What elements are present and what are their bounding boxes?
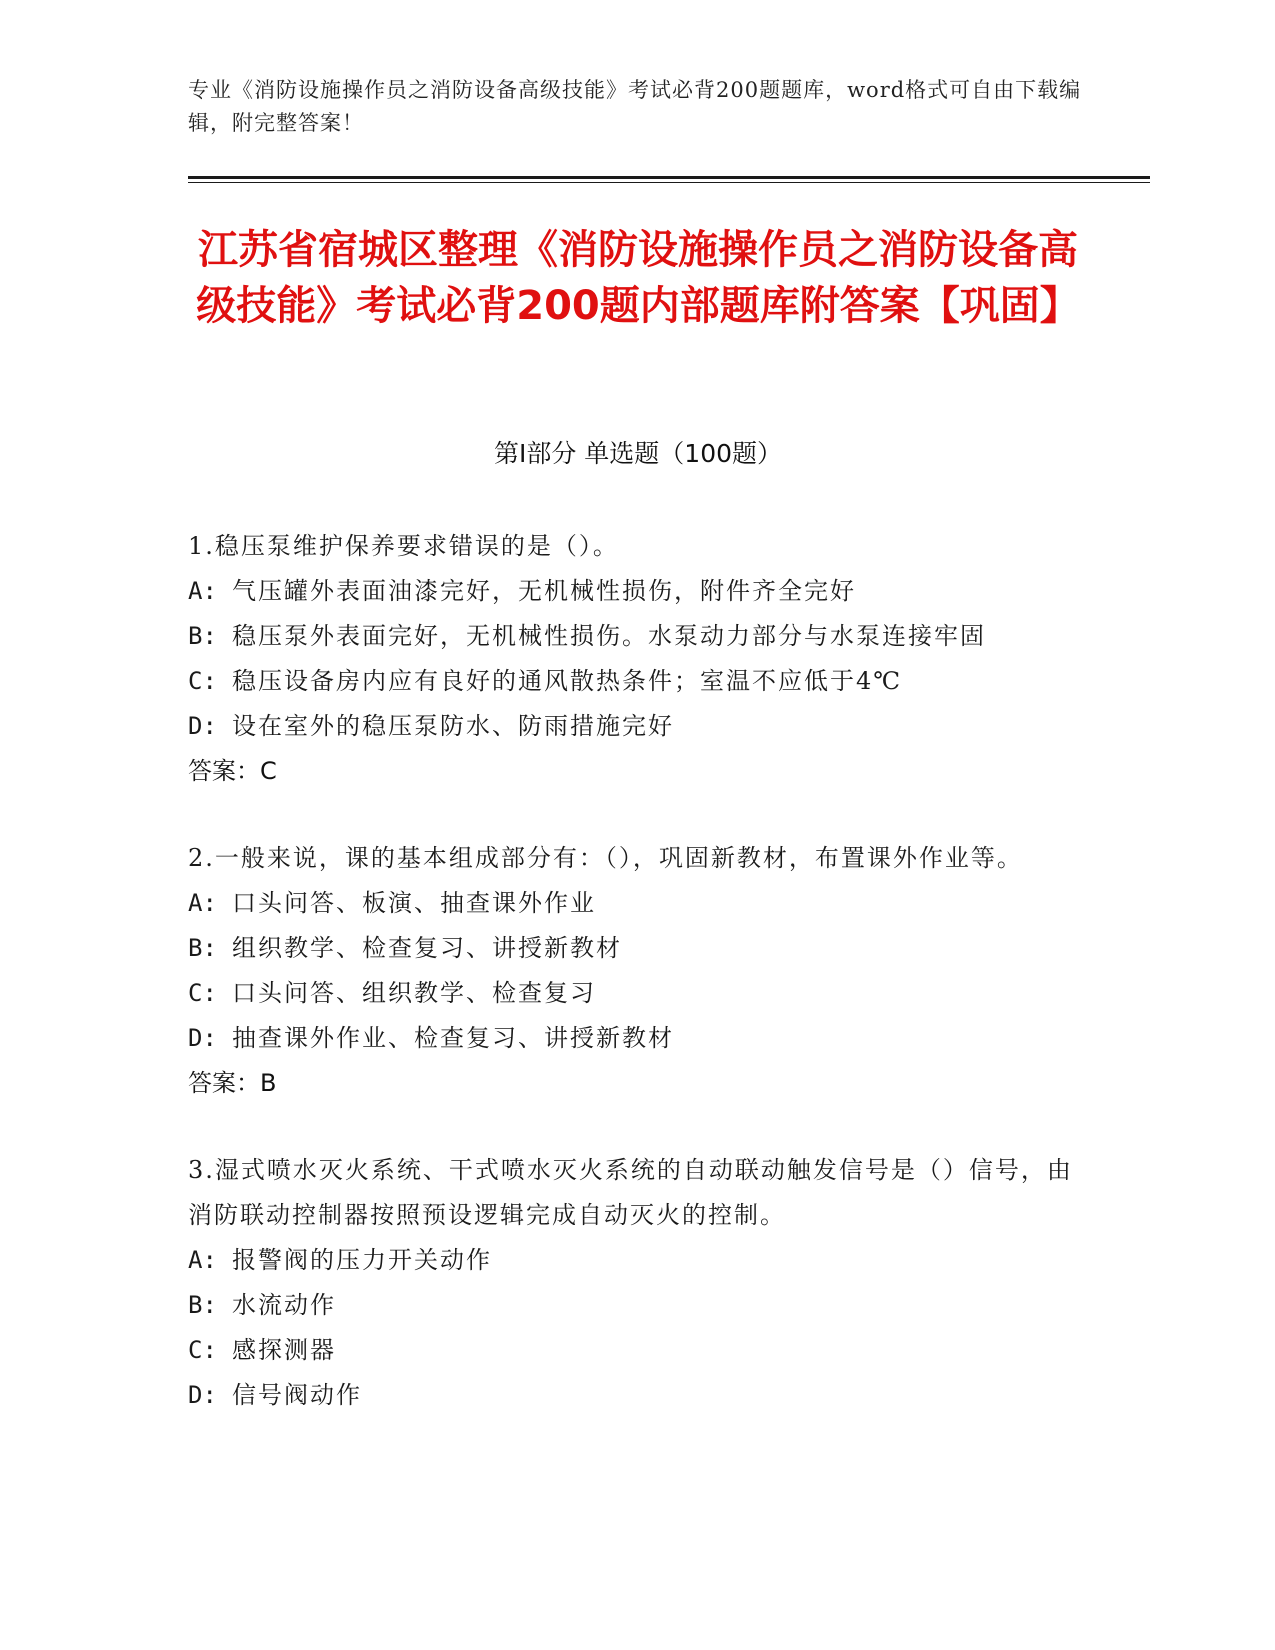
option-text: 口头问答、板演、抽查课外作业 xyxy=(232,889,596,917)
question-stem: 1.稳压泵维护保养要求错误的是（）。 xyxy=(188,532,619,560)
option-b xyxy=(188,926,1078,971)
question-stem: 3.湿式喷水灭火系统、干式喷水灭火系统的自动联动触发信号是（）信号，由消防联动控制器按照预设逻辑完成自动灭火的控制。 xyxy=(188,1156,1073,1229)
option-text: 组织教学、检查复习、讲授新教材 xyxy=(232,934,622,962)
document-title: 江苏省宿城区整理《消防设施操作员之消防设备高级技能》考试必背200题内部题库附答案【巩固】 xyxy=(196,227,1080,329)
option-letter: D: xyxy=(188,712,217,740)
option-c xyxy=(188,971,1078,1016)
option-text: 设在室外的稳压泵防水、防雨措施完好 xyxy=(232,712,674,740)
option-letter: D: xyxy=(188,1381,217,1409)
option-b xyxy=(188,1283,1078,1328)
option-text: 稳压设备房内应有良好的通风散热条件；室温不应低于4℃ xyxy=(232,667,903,695)
option-text: 抽查课外作业、检查复习、讲授新教材 xyxy=(232,1024,674,1052)
question-1 xyxy=(188,524,1078,794)
option-letter: A: xyxy=(188,577,217,605)
section-title: 第Ⅰ部分 单选题（100题） xyxy=(493,439,783,468)
option-d xyxy=(188,704,1078,749)
option-letter: C: xyxy=(188,979,217,1007)
option-letter: B: xyxy=(188,934,217,962)
option-letter: C: xyxy=(188,1336,217,1364)
option-letter: B: xyxy=(188,622,217,650)
option-d xyxy=(188,1016,1078,1061)
question-2 xyxy=(188,836,1078,1106)
option-c xyxy=(188,1328,1078,1373)
option-text: 感探测器 xyxy=(232,1336,336,1364)
option-letter: C: xyxy=(188,667,217,695)
option-letter: A: xyxy=(188,889,217,917)
header-divider-thick xyxy=(188,176,1150,179)
option-text: 口头问答、组织教学、检查复习 xyxy=(232,979,596,1007)
option-c xyxy=(188,659,1078,704)
option-a xyxy=(188,569,1078,614)
question-list xyxy=(188,524,1078,1460)
answer: 答案：B xyxy=(188,1069,277,1097)
option-d xyxy=(188,1373,1078,1418)
option-b xyxy=(188,614,1078,659)
option-text: 信号阀动作 xyxy=(232,1381,362,1409)
question-stem: 2.一般来说，课的基本组成部分有：（），巩固新教材，布置课外作业等。 xyxy=(188,844,1023,872)
option-a xyxy=(188,881,1078,926)
header-divider-thin xyxy=(188,182,1150,183)
option-text: 水流动作 xyxy=(232,1291,336,1319)
option-text: 气压罐外表面油漆完好，无机械性损伤，附件齐全完好 xyxy=(232,577,856,605)
option-letter: D: xyxy=(188,1024,217,1052)
option-text: 稳压泵外表面完好，无机械性损伤。水泵动力部分与水泵连接牢固 xyxy=(232,622,986,650)
header-note: 专业《消防设施操作员之消防设备高级技能》考试必背200题题库，word格式可自由下载编辑，附完整答案！ xyxy=(188,78,1082,135)
question-3 xyxy=(188,1148,1078,1418)
answer: 答案：C xyxy=(188,757,277,785)
option-a xyxy=(188,1238,1078,1283)
option-letter: A: xyxy=(188,1246,217,1274)
option-letter: B: xyxy=(188,1291,217,1319)
option-text: 报警阀的压力开关动作 xyxy=(232,1246,492,1274)
